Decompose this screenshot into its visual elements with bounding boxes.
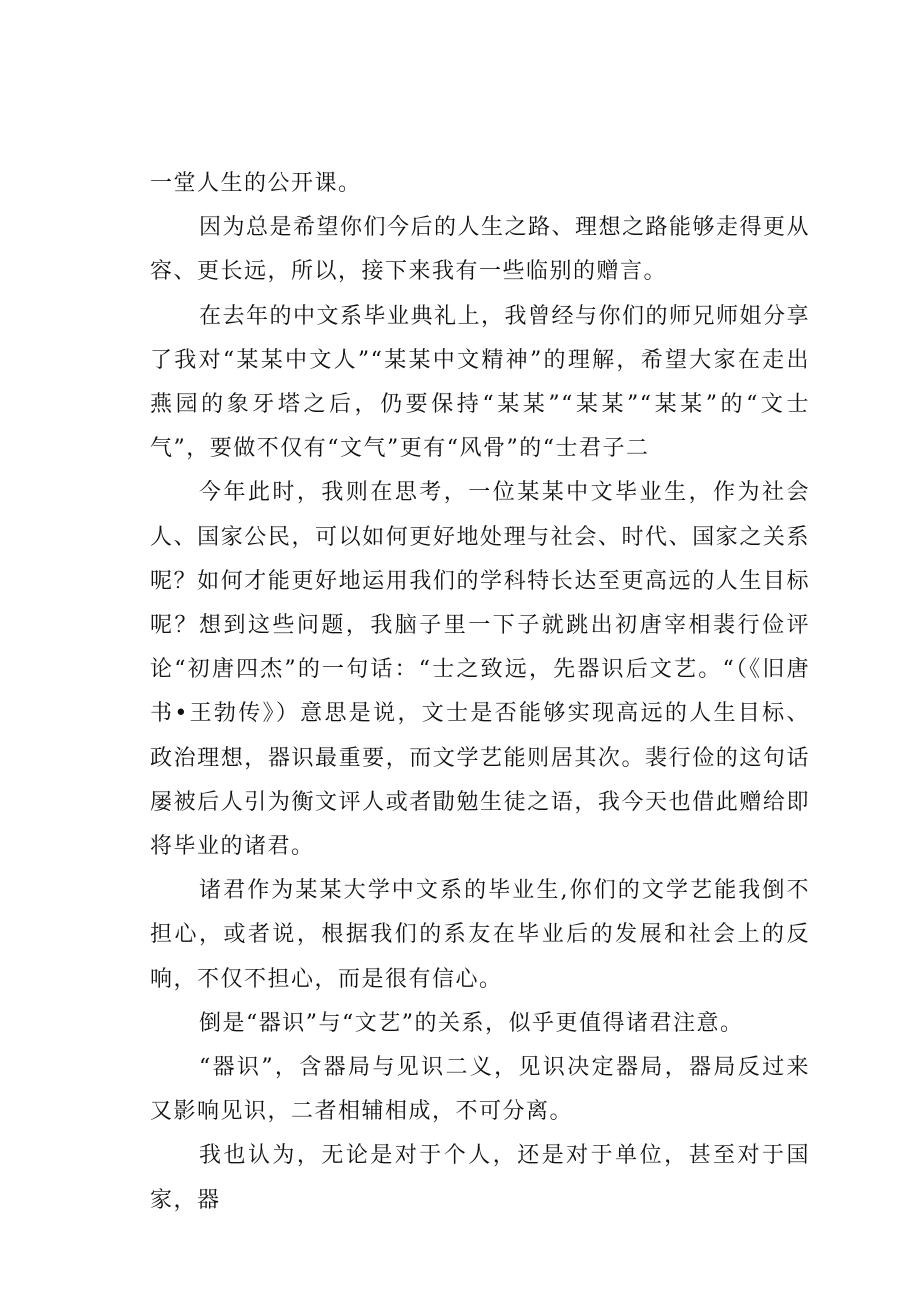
text-line: 更长远，所以，接下来我有一些临别的赠言。 bbox=[197, 259, 668, 285]
text-line: 影响见识，二者相辅相成，不可分离。 bbox=[173, 1099, 574, 1125]
text-line: 题，我脑子里一下子就跳出初唐宰相裴行俭评论“初唐四杰”的一句 bbox=[150, 613, 810, 683]
text-line: 或者说，根据我们的系友在毕业后的发展和社会上的反响，不仅不担 bbox=[150, 922, 810, 992]
document-body bbox=[150, 162, 810, 1223]
text-line: 艺能则居其次。裴行俭的这句话屡被后人引为衡文评人或者勖勉生徒 bbox=[150, 745, 810, 815]
text-line: 对“某某中文人”“某某中文精神”的理解，希望大家在走出燕园的 bbox=[150, 347, 810, 418]
text-line: 之语，我今天也借此赠给即将毕业的诸君。 bbox=[150, 789, 810, 860]
text-line: 家公民，可以如何更好地处理与社会、时代、国家之关系呢？如何才 bbox=[150, 524, 810, 594]
text-line: 诸君作为某某大学中文系的毕业生,你们的文学艺能我倒不担心， bbox=[150, 878, 810, 948]
text-line: 因为总是希望你们今后的人生之路、理想之路能够走得更从容、 bbox=[150, 215, 811, 285]
paragraph-7 bbox=[150, 1046, 810, 1134]
text-line: 象牙塔之后，仍要保持“某某”“某某”“某某”的“文士气”，要 bbox=[150, 392, 810, 462]
text-line: 能更好地运用我们的学科特长达至更高远的人生目标呢？想到这些问 bbox=[150, 568, 810, 639]
paragraph-3 bbox=[150, 295, 810, 472]
paragraph-2 bbox=[150, 206, 810, 294]
text-line: “器识”，含器局与见识二义，见识决定器局，器局反过来又 bbox=[150, 1055, 810, 1125]
text-line: 今年此时，我则在思考，一位某某中文毕业生，作为社会人、国 bbox=[150, 480, 810, 550]
text-line: 做不仅有“文气”更有“风骨”的“士君子二 bbox=[233, 436, 650, 462]
paragraph-1 bbox=[150, 162, 810, 206]
text-line: 话：“士之致远，先器识后文艺。“（《旧唐书•王勃传》）意思是说， bbox=[150, 657, 811, 727]
paragraph-5 bbox=[150, 869, 810, 1002]
text-line: 文士是否能够实现高远的人生目标、政治理想，器识最重要，而文学 bbox=[150, 701, 810, 771]
paragraph-4 bbox=[150, 471, 810, 869]
paragraph-8 bbox=[150, 1134, 810, 1222]
paragraph-6 bbox=[150, 1002, 810, 1046]
text-line: 我也认为，无论是对于个人，还是对于单位，甚至对于国家，器 bbox=[150, 1143, 810, 1213]
text-line: 倒是“器识”与“文艺”的关系，似乎更值得诸君注意。 bbox=[199, 1010, 744, 1036]
text-line: 一堂人生的公开课。 bbox=[150, 171, 362, 196]
text-line: 在去年的中文系毕业典礼上，我曾经与你们的师兄师姐分享了我 bbox=[150, 303, 811, 373]
text-line: 心，而是很有信心。 bbox=[291, 966, 503, 992]
